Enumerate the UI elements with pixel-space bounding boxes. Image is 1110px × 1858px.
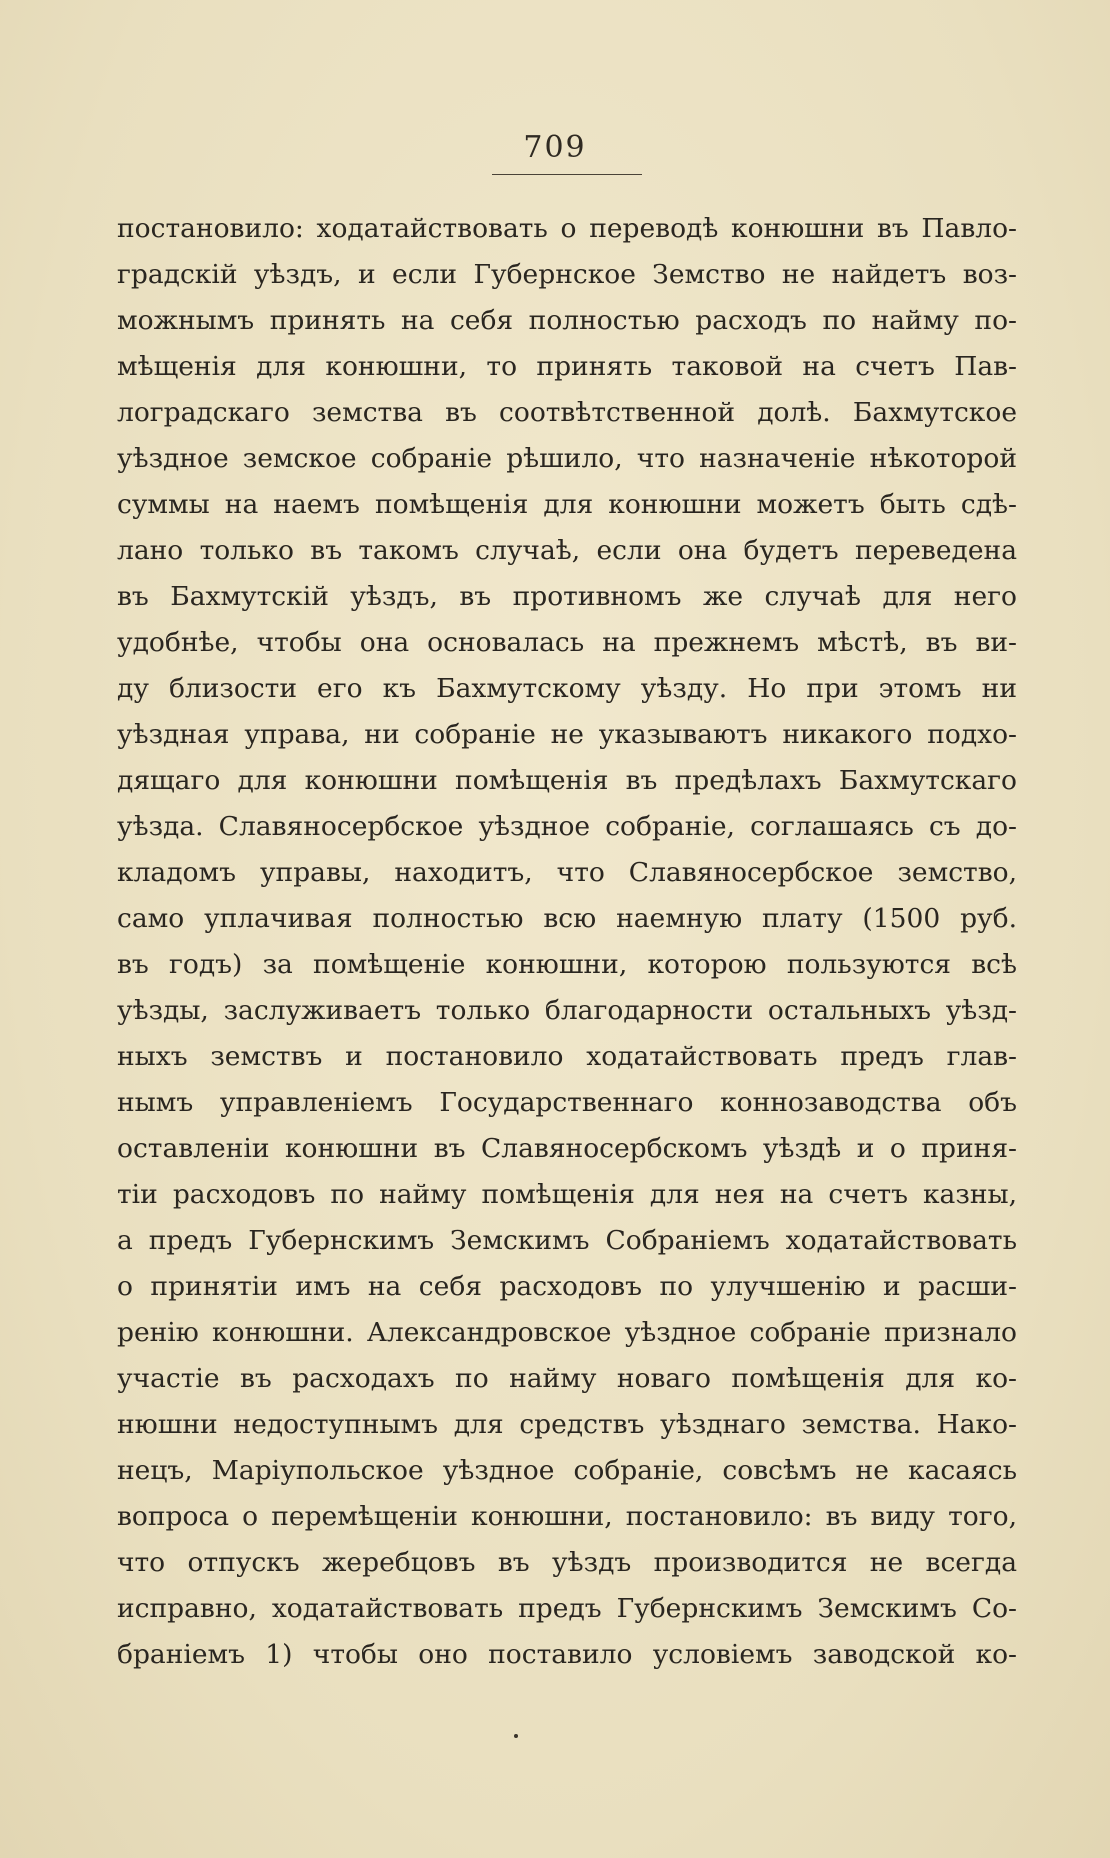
text-line: нымъ управленіемъ Государственнаго коннозаводства объ xyxy=(117,1087,1017,1118)
text-line: дящаго для конюшни помѣщенія въ предѣлахъ Бахмутскаго xyxy=(117,765,1017,796)
text-line: нецъ, Маріупольское уѣздное собраніе, совсѣмъ не касаясь xyxy=(117,1455,1017,1486)
text-line: суммы на наемъ помѣщенія для конюшни можетъ быть сдѣ- xyxy=(117,489,1017,520)
text-line: лано только въ такомъ случаѣ, если она будетъ переведена xyxy=(117,535,1017,566)
text-line: уѣздная управа, ни собраніе не указываютъ никакого подхо- xyxy=(117,719,1017,750)
body-text xyxy=(117,206,1017,1678)
text-line: оставленіи конюшни въ Славяносербскомъ уѣздѣ и о приня- xyxy=(117,1133,1017,1164)
text-line: лоградскаго земства въ соотвѣтственной долѣ. Бахмутское xyxy=(117,397,1017,428)
text-line: браніемъ 1) чтобы оно поставило условіемъ заводской ко- xyxy=(117,1639,1017,1670)
text-line: въ Бахмутскій уѣздъ, въ противномъ же случаѣ для него xyxy=(117,581,1017,612)
text-line: а предъ Губернскимъ Земскимъ Собраніемъ ходатайствовать xyxy=(117,1225,1017,1256)
text-line: ду близости его къ Бахмутскому уѣзду. Но при этомъ ни xyxy=(117,673,1017,704)
text-line: градскій уѣздъ, и если Губернское Земство не найдетъ воз- xyxy=(117,259,1017,290)
text-line: ныхъ земствъ и постановило ходатайствовать предъ глав- xyxy=(117,1041,1017,1072)
text-line: нюшни недоступнымъ для средствъ уѣзднаго земства. Нако- xyxy=(117,1409,1017,1440)
text-line: удобнѣе, чтобы она основалась на прежнемъ мѣстѣ, въ ви- xyxy=(117,627,1017,658)
page-number: 709 xyxy=(523,130,587,165)
header-rule xyxy=(492,174,642,175)
text-line: о принятіи имъ на себя расходовъ по улучшенію и расши- xyxy=(117,1271,1017,1302)
text-line: въ годъ) за помѣщеніе конюшни, которою пользуются всѣ xyxy=(117,949,1017,980)
text-line: вопроса о перемѣщеніи конюшни, постановило: въ виду того, xyxy=(117,1501,1017,1532)
text-line: уѣзда. Славяносербское уѣздное собраніе, соглашаясь съ до- xyxy=(117,811,1017,842)
text-line: можнымъ принять на себя полностью расходъ по найму по- xyxy=(117,305,1017,336)
text-line: участіе въ расходахъ по найму новаго помѣщенія для ко- xyxy=(117,1363,1017,1394)
text-line: тіи расходовъ по найму помѣщенія для нея на счетъ казны, xyxy=(117,1179,1017,1210)
text-line: исправно, ходатайствовать предъ Губернскимъ Земскимъ Со- xyxy=(117,1593,1017,1624)
text-line: постановило: ходатайствовать о переводѣ конюшни въ Павло- xyxy=(117,213,1017,244)
text-line: мѣщенія для конюшни, то принять таковой на счетъ Пав- xyxy=(117,351,1017,382)
text-line: кладомъ управы, находитъ, что Славяносербское земство, xyxy=(117,857,1017,888)
ink-speck xyxy=(514,1734,518,1738)
text-line: уѣзды, заслуживаетъ только благодарности остальныхъ уѣзд- xyxy=(117,995,1017,1026)
text-line: само уплачивая полностью всю наемную плату (1500 руб. xyxy=(117,903,1017,934)
text-line: уѣздное земское собраніе рѣшило, что назначеніе нѣкоторой xyxy=(117,443,1017,474)
text-line: ренію конюшни. Александровское уѣздное собраніе признало xyxy=(117,1317,1017,1348)
text-line: что отпускъ жеребцовъ въ уѣздъ производится не всегда xyxy=(117,1547,1017,1578)
